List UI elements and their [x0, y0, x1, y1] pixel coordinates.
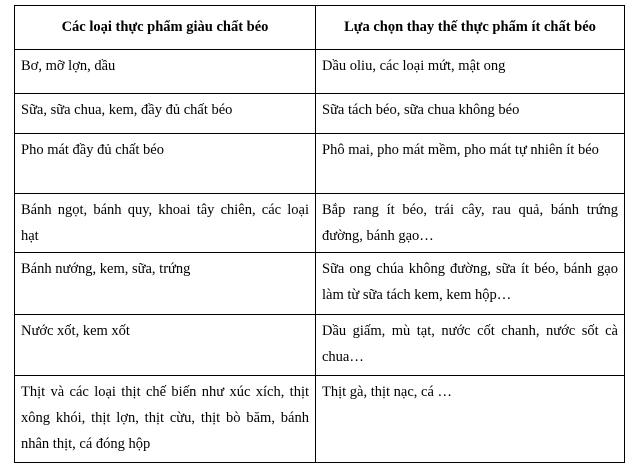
- table-row: [15, 134, 625, 194]
- high-fat-cell: Thịt và các loại thịt chế biến như xúc xích, thịt xông khói, thịt lợn, thịt cừu, thịt bò băm, bánh nhân thịt, cá đóng hộp: [15, 376, 316, 463]
- header-low-fat-alternatives: Lựa chọn thay thế thực phẩm ít chất béo: [316, 6, 625, 50]
- low-fat-cell: Thịt gà, thịt nạc, cá …: [316, 376, 625, 463]
- header-high-fat-foods: Các loại thực phẩm giàu chất béo: [15, 6, 316, 50]
- low-fat-cell: Bắp rang ít béo, trái cây, rau quả, bánh trứng đường, bánh gạo…: [316, 194, 625, 253]
- table-row: [15, 50, 625, 94]
- table-header: [15, 6, 625, 50]
- low-fat-cell: Dầu oliu, các loại mứt, mật ong: [316, 50, 625, 94]
- table-row: [15, 315, 625, 376]
- low-fat-cell: Sữa tách béo, sữa chua không béo: [316, 94, 625, 134]
- table-row: [15, 376, 625, 463]
- low-fat-cell: Dầu giấm, mù tạt, nước cốt chanh, nước sốt cà chua…: [316, 315, 625, 376]
- high-fat-cell: Nước xốt, kem xốt: [15, 315, 316, 376]
- high-fat-cell: Pho mát đầy đủ chất béo: [15, 134, 316, 194]
- table-body: [15, 50, 625, 463]
- table-row: [15, 194, 625, 253]
- header-row: [15, 6, 625, 50]
- high-fat-cell: Bơ, mỡ lợn, dầu: [15, 50, 316, 94]
- high-fat-cell: Bánh ngọt, bánh quy, khoai tây chiên, các loại hạt: [15, 194, 316, 253]
- table-row: [15, 94, 625, 134]
- low-fat-cell: Sữa ong chúa không đường, sữa ít béo, bánh gạo làm từ sữa tách kem, kem hộp…: [316, 253, 625, 315]
- food-comparison-table: [14, 5, 625, 463]
- low-fat-cell: Phô mai, pho mát mềm, pho mát tự nhiên ít béo: [316, 134, 625, 194]
- high-fat-cell: Bánh nướng, kem, sữa, trứng: [15, 253, 316, 315]
- high-fat-cell: Sữa, sữa chua, kem, đầy đủ chất béo: [15, 94, 316, 134]
- table-row: [15, 253, 625, 315]
